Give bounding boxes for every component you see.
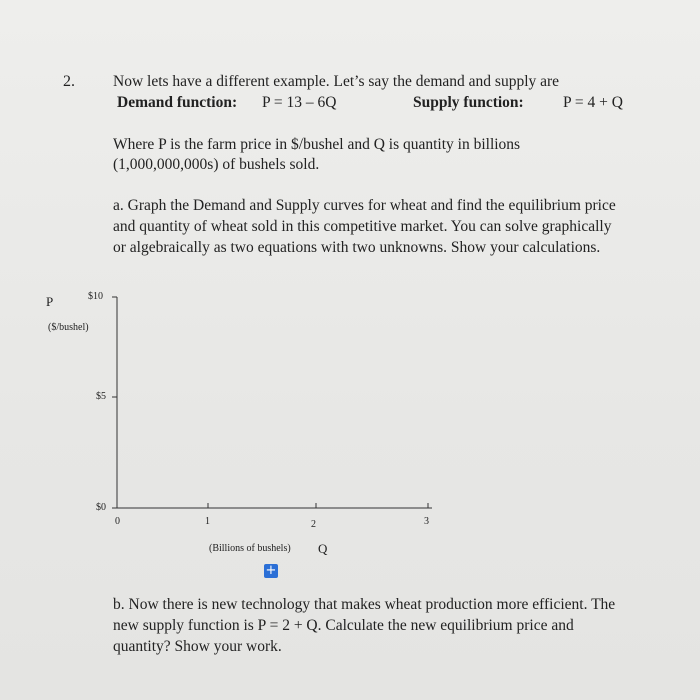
demand-function-label: Demand function: [117,94,238,111]
part-b-line-2: new supply function is P = 2 + Q. Calculate the new equilibrium price and [113,617,574,634]
x-axis-label: Q [318,541,328,556]
demand-function-equation: P = 13 – 6Q [262,94,337,111]
add-plus-button[interactable]: + [265,563,277,578]
x-tick-label-2: 2 [311,519,316,530]
x-axis-unit: (Billions of bushels) [209,543,291,554]
part-a-line-3: or algebraically as two equations with two unknowns. Show your calculations. [113,239,601,256]
y-tick-label-10: $10 [88,291,103,302]
supply-function-label: Supply function: [413,94,524,111]
x-tick-label-3: 3 [424,516,429,527]
part-a-line-1: a. Graph the Demand and Supply curves for wheat and find the equilibrium price [113,197,616,214]
part-b-line-1: b. Now there is new technology that makes wheat production more efficient. The [113,596,616,613]
where-line-2: (1,000,000,000s) of bushels sold. [113,156,320,173]
part-a-line-2: and quantity of wheat sold in this competitive market. You can solve graphically [113,218,612,235]
question-number: 2. [63,73,75,90]
y-tick-label-5: $5 [96,391,106,402]
where-line-1: Where P is the farm price in $/bushel and Q is quantity in billions [113,136,521,153]
x-tick-label-0: 0 [115,516,120,527]
y-axis-label: P [46,294,54,309]
question-intro: Now lets have a different example. Let’s say the demand and supply are [113,73,560,90]
part-b-line-3: quantity? Show your work. [113,638,282,655]
y-tick-label-0: $0 [96,502,106,513]
supply-function-equation: P = 4 + Q [563,94,623,111]
y-axis-unit: ($/bushel) [48,322,89,333]
x-tick-label-1: 1 [205,516,210,527]
